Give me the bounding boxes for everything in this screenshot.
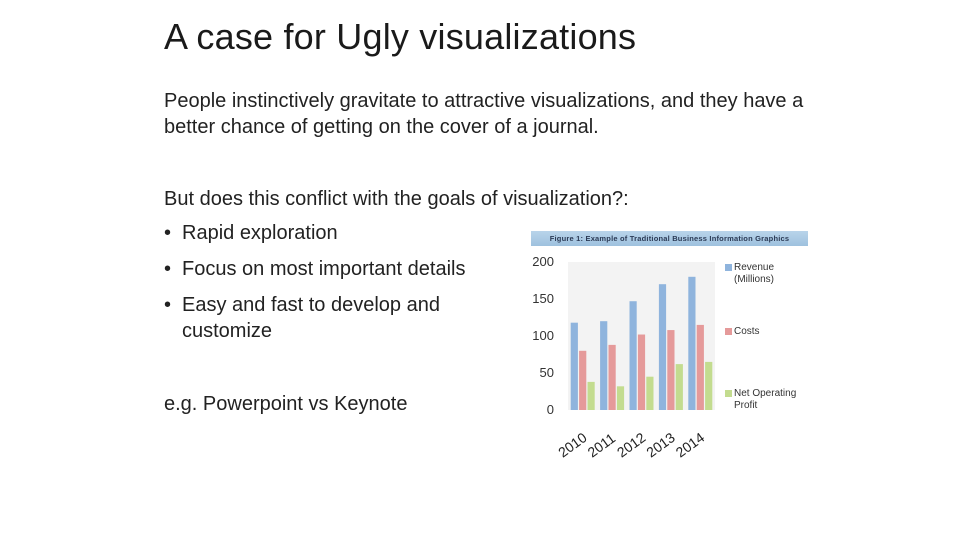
x-tick-label: 2012	[613, 429, 649, 461]
legend-swatch	[725, 390, 732, 397]
bullet-dot: •	[164, 294, 172, 316]
bullet-text: Easy and fast to develop and customize	[182, 294, 440, 342]
bar	[667, 330, 674, 410]
legend-label: Revenue (Millions)	[734, 262, 775, 285]
example-text: e.g. Powerpoint vs Keynote	[164, 393, 408, 415]
y-tick-label: 150	[532, 291, 554, 306]
y-tick-label: 50	[539, 365, 554, 380]
bar	[688, 277, 695, 410]
bar	[588, 382, 595, 410]
bar	[600, 321, 607, 410]
bar	[630, 301, 637, 410]
slide-title: A case for Ugly visualizations	[164, 16, 637, 57]
x-tick-label: 2011	[584, 429, 619, 461]
y-tick-label: 0	[546, 402, 554, 417]
legend-swatch	[725, 264, 732, 271]
bar	[609, 345, 616, 410]
legend-swatch	[725, 328, 732, 335]
bar	[571, 323, 578, 410]
bar	[617, 386, 624, 410]
bullet-item	[164, 256, 524, 282]
bar-chart	[520, 248, 810, 463]
bar	[659, 284, 666, 410]
x-tick-label: 2013	[643, 429, 678, 461]
bar	[676, 364, 683, 410]
y-tick-label: 100	[532, 328, 554, 343]
bar	[705, 362, 712, 410]
bullet-dot: •	[164, 258, 172, 280]
legend-label: Costs	[734, 326, 760, 337]
bar	[638, 335, 645, 410]
x-tick-label: 2014	[672, 429, 708, 461]
bullet-text: Focus on most important details	[182, 258, 466, 280]
question-text: But does this conflict with the goals of visualization?:	[164, 188, 629, 210]
bar	[579, 351, 586, 410]
x-tick-label: 2010	[555, 429, 590, 461]
bullet-text: Rapid exploration	[182, 222, 338, 244]
bar	[646, 377, 653, 410]
bullet-dot: •	[164, 222, 172, 244]
legend-label: Net Operating Profit	[734, 388, 797, 411]
figure-caption-banner: Figure 1: Example of Traditional Business Information Graphics	[531, 231, 808, 246]
bullet-item	[164, 292, 524, 344]
intro-paragraph: People instinctively gravitate to attractive visualizations, and they have a better chance of getting on the cover of a journal.	[164, 90, 804, 138]
y-tick-label: 200	[532, 254, 554, 269]
bullet-list	[164, 220, 524, 354]
bar	[697, 325, 704, 410]
bullet-item	[164, 220, 524, 246]
